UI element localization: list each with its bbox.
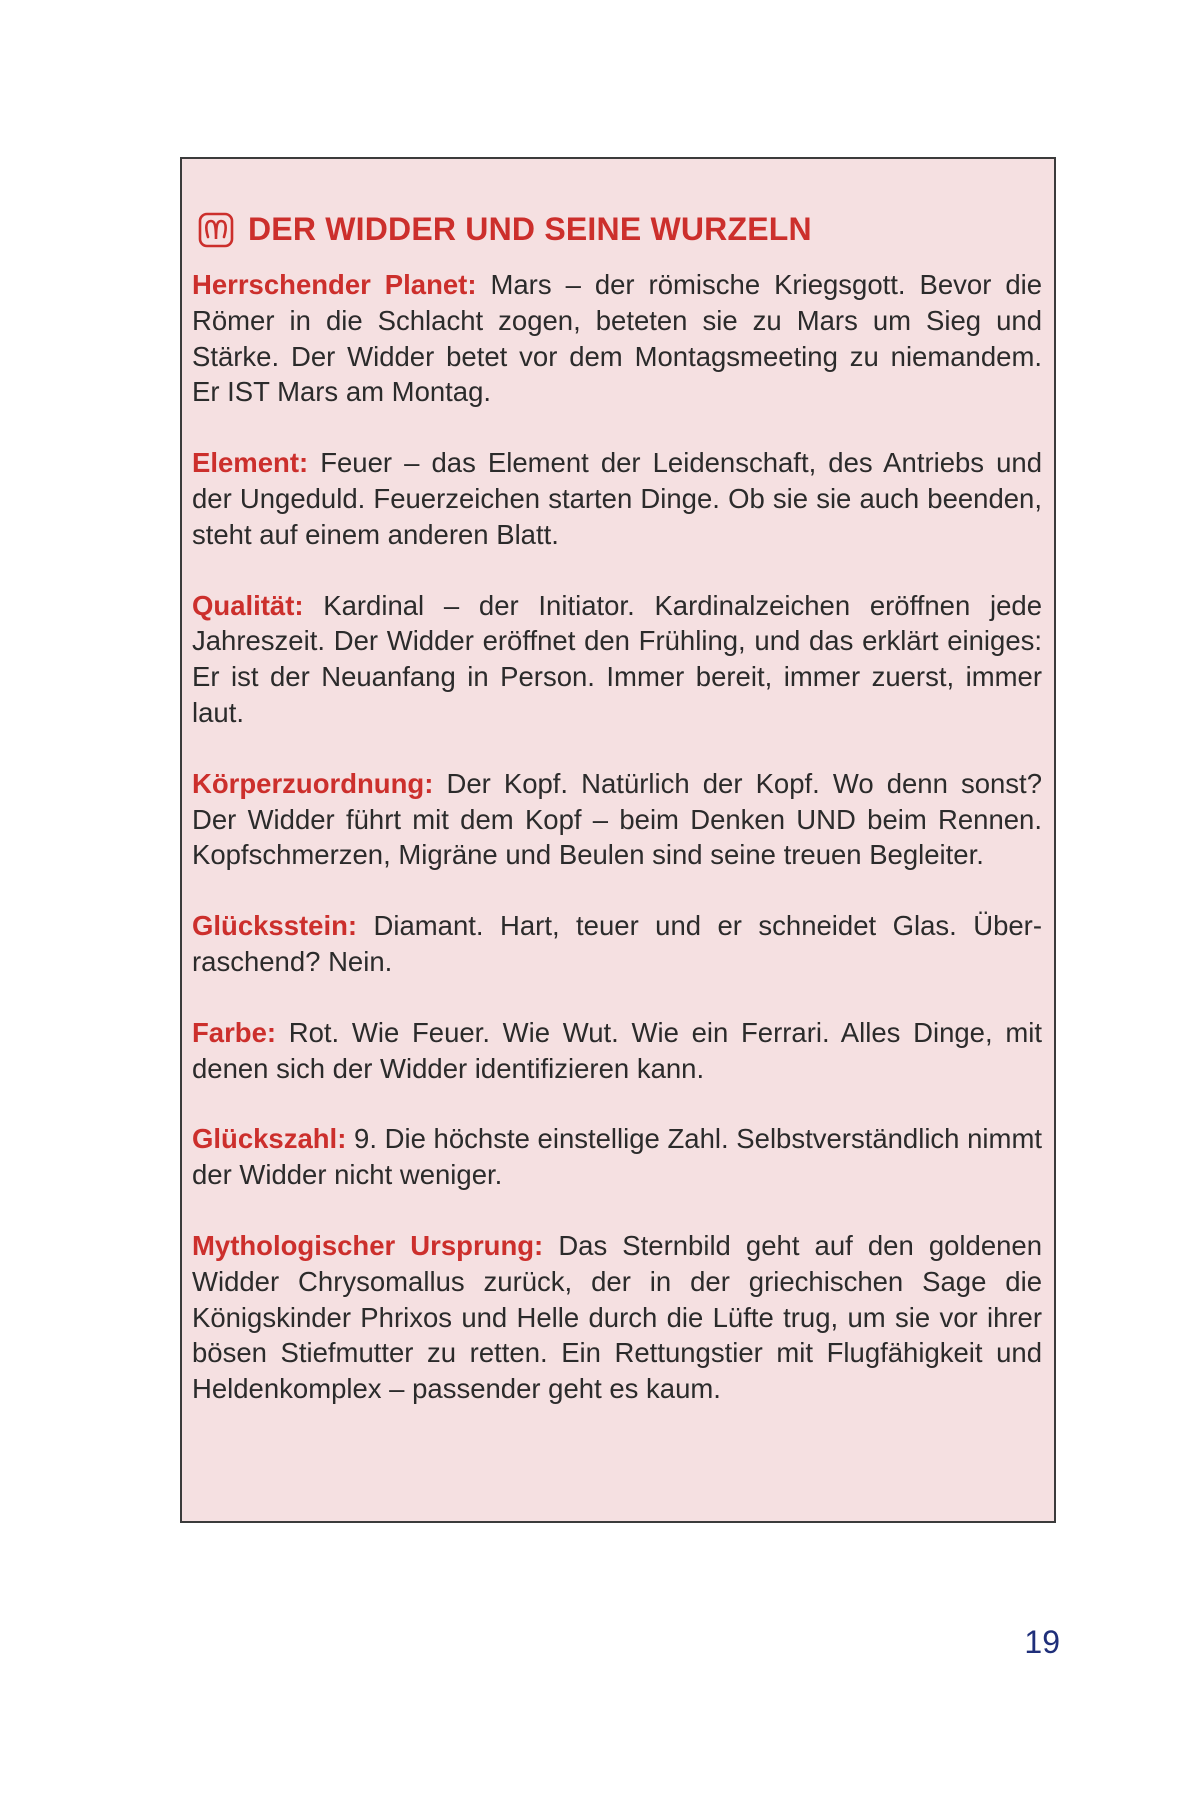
- entry-mythological-origin: [192, 1228, 1042, 1407]
- entry-term: Glückszahl:: [192, 1123, 347, 1155]
- entry-lucky-stone: [192, 908, 1042, 980]
- entry-ruling-planet: [192, 267, 1042, 410]
- entry-term: Mythologischer Ursprung:: [192, 1229, 544, 1261]
- entry-text: Mars – der römische Kriegsgott. Bevor die Römer in die Schlacht zogen, beteten sie zu Mars um Sieg und Stärke. Der Widder betet vor dem Montagsmeeting zu niemandem. Er IST Mars am Montag.: [192, 269, 1043, 408]
- entry-text: Diamant. Hart, teuer und er schneidet Glas. Überraschend? Nein.: [192, 910, 1042, 977]
- aries-sign-icon: [198, 212, 234, 248]
- entry-term: Element:: [192, 447, 309, 479]
- entry-term: Farbe:: [192, 1016, 277, 1048]
- entry-body-part: [192, 766, 1042, 873]
- box-title: DER WIDDER UND SEINE WURZELN: [248, 211, 812, 247]
- entry-text: Rot. Wie Feuer. Wie Wut. Wie ein Ferrari. Alles Dinge, mit denen sich der Widder identifizieren kann.: [192, 1016, 1042, 1084]
- entry-quality: [192, 588, 1042, 731]
- entry-term: Qualität:: [192, 589, 304, 621]
- entry-text: Das Sternbild geht auf den goldenen Widder Chrysomallus zurück, der in der griechischen Sage die Königskinder Phrixos und Helle durch die Lüfte trug, um sie vor ihrer bösen Stiefmutter zu retten. Ein Rettungstier mit Flugfähigkeit und Heldenkomplex – passender geht es kaum.: [192, 1229, 1043, 1405]
- entry-term: Glücksstein:: [192, 910, 358, 942]
- entry-color: [192, 1015, 1042, 1087]
- entry-element: [192, 445, 1042, 552]
- entry-text: Feuer – das Element der Leidenschaft, des Antriebs und der Ungeduld. Feuerzeichen starten Dinge. Ob sie sie auch beenden, steht auf einem anderen Blatt.: [192, 447, 1043, 550]
- entry-lucky-number: [192, 1121, 1042, 1193]
- box-heading: [198, 211, 812, 248]
- entry-text: Kardinal – der Initiator. Kardinalzeichen eröffnen jede Jahreszeit. Der Widder eröffnet den Frühling, und das erklärt einiges: Er ist der Neuanfang in Person. Immer bereit, immer zuerst, immer laut.: [192, 589, 1042, 728]
- entry-text: Der Kopf. Natürlich der Kopf. Wo denn sonst? Der Widder führt mit dem Kopf – beim Denken UND beim Rennen. Kopfschmerzen, Migräne und Beulen sind seine treuen Begleiter.: [192, 767, 1042, 871]
- info-box: [180, 157, 1056, 1523]
- box-content: [192, 267, 1042, 1442]
- entry-term: Körperzuordnung:: [192, 767, 434, 799]
- entry-text: 9. Die höchste einstellige Zahl. Selbstverständlich nimmt der Widder nicht weniger.: [192, 1123, 1043, 1191]
- page-number: 19: [1024, 1624, 1060, 1660]
- entry-term: Herrschender Planet:: [192, 269, 477, 300]
